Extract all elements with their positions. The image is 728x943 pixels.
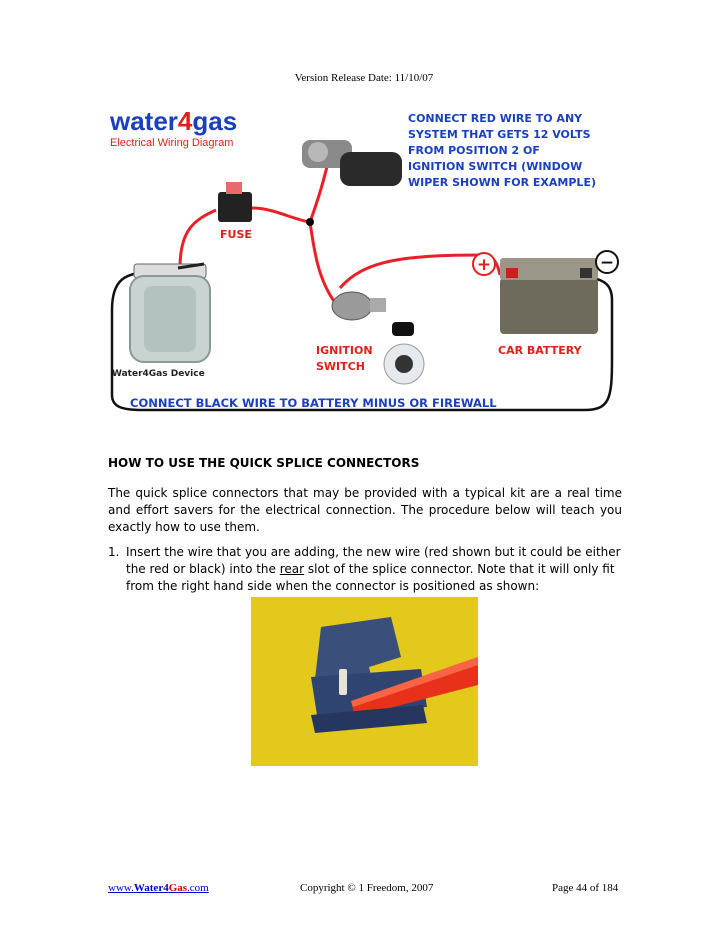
- svg-text:IGNITION SWITCH (WINDOW: IGNITION SWITCH (WINDOW: [408, 160, 583, 173]
- fuse: [218, 182, 252, 222]
- step-text-part1: Insert the wire that you are adding, the new wire (red shown but it could be either the red or black) into the: [126, 545, 621, 576]
- footer-copyright: Copyright © 1 Freedom, 2007: [300, 882, 434, 894]
- red-wire-ignition: [310, 222, 336, 304]
- step-text: [126, 544, 622, 595]
- footer-page-number: Page 44 of 184: [552, 882, 619, 894]
- diagram-subtitle: Electrical Wiring Diagram: [110, 137, 234, 149]
- svg-text:WIPER SHOWN FOR EXAMPLE): WIPER SHOWN FOR EXAMPLE): [408, 176, 596, 189]
- red-wire-wiper: [310, 162, 328, 222]
- red-wire-fuse-junction: [252, 208, 310, 222]
- instruction-block: [408, 112, 596, 189]
- wiper-motor: [302, 140, 402, 186]
- svg-text:FROM POSITION 2 OF: FROM POSITION 2 OF: [408, 144, 540, 157]
- wire-junction: [306, 218, 314, 226]
- ignition-label-line2: SWITCH: [316, 360, 365, 373]
- svg-text:CONNECT RED WIRE TO ANY: CONNECT RED WIRE TO ANY: [408, 112, 583, 125]
- logo-water: water4gas: [110, 106, 238, 136]
- red-wire-device-fuse: [180, 210, 216, 268]
- step-text-underlined: rear: [279, 562, 305, 576]
- fuse-label: FUSE: [220, 228, 252, 241]
- plus-symbol: +: [476, 255, 492, 275]
- car-battery: [500, 258, 598, 334]
- ignition-label-line1: IGNITION: [316, 344, 373, 357]
- minus-symbol: −: [599, 253, 615, 273]
- step-number: 1.: [108, 545, 120, 559]
- splice-connector-photo: [251, 597, 478, 766]
- footer-website[interactable]: [108, 882, 209, 894]
- svg-text:SYSTEM THAT GETS 12 VOLTS: SYSTEM THAT GETS 12 VOLTS: [408, 128, 591, 141]
- step-1: [108, 544, 622, 595]
- version-release-date: Version Release Date: 11/10/07: [294, 72, 434, 84]
- device-label: Water4Gas Device: [112, 369, 205, 379]
- ground-instruction: CONNECT BLACK WIRE TO BATTERY MINUS OR FIREWALL: [130, 396, 497, 410]
- intro-paragraph: The quick splice connectors that may be provided with a typical kit are a real time and effort savers for the electrical connection. The procedure below will teach you exactly how to use them.: [108, 486, 622, 534]
- battery-label: CAR BATTERY: [498, 344, 582, 357]
- website-link[interactable]: www.Water4Gas.com: [108, 882, 209, 894]
- water4gas-device: [130, 264, 210, 362]
- step-text-part2: slot of the splice connector. Note that it will only fit from the right hand side when the connector is positioned as shown:: [126, 562, 615, 593]
- section-heading: HOW TO USE THE QUICK SPLICE CONNECTORS: [108, 456, 420, 470]
- wiring-diagram: [104, 100, 624, 418]
